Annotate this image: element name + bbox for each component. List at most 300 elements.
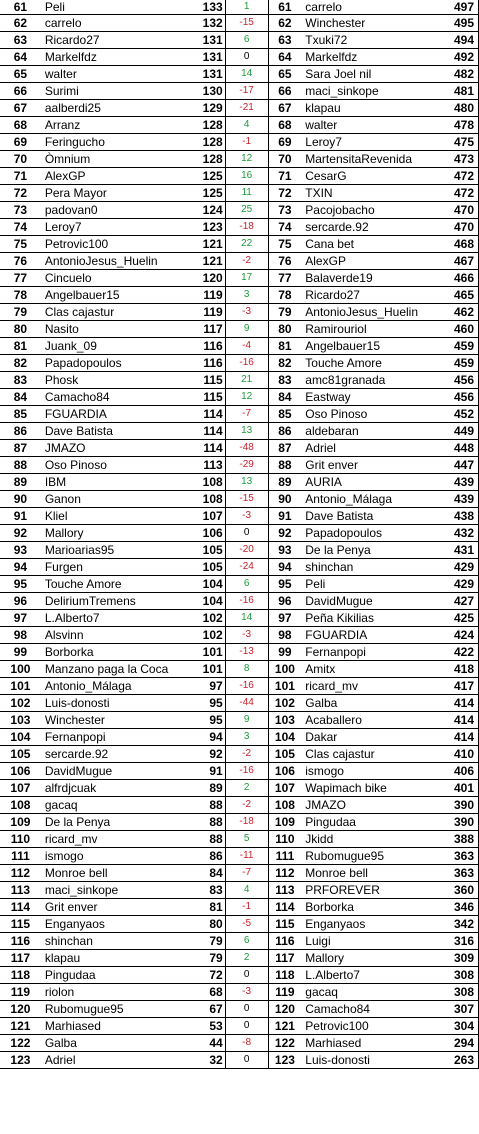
table-row [0,814,479,831]
round-diff: -13 [225,644,268,661]
round-rank: 70 [0,151,41,168]
round-diff: 0 [225,49,268,66]
overall-rank: 111 [268,848,301,865]
overall-rank: 78 [268,287,301,304]
round-rank: 63 [0,32,41,49]
overall-player: Enganyaos [301,916,448,933]
round-rank: 94 [0,559,41,576]
round-diff: 22 [225,236,268,253]
round-player: IBM [41,474,197,491]
round-points: 101 [197,661,225,678]
round-player: Galba [41,1035,197,1052]
round-rank: 107 [0,780,41,797]
round-rank: 82 [0,355,41,372]
round-points: 125 [197,185,225,202]
overall-rank: 93 [268,542,301,559]
round-diff: 2 [225,780,268,797]
overall-player: sercarde.92 [301,219,448,236]
round-diff: -4 [225,338,268,355]
round-rank: 92 [0,525,41,542]
overall-points: 466 [448,270,478,287]
round-diff: -29 [225,457,268,474]
round-points: 91 [197,763,225,780]
overall-points: 422 [448,644,478,661]
round-rank: 83 [0,372,41,389]
overall-rank: 77 [268,270,301,287]
round-diff: -18 [225,219,268,236]
overall-player: ismogo [301,763,448,780]
overall-rank: 92 [268,525,301,542]
table-row [0,576,479,593]
overall-player: amc81granada [301,372,448,389]
overall-player: Wapimach bike [301,780,448,797]
overall-points: 360 [448,882,478,899]
overall-player: Pacojobacho [301,202,448,219]
round-player: Adriel [41,1052,197,1069]
round-diff: 2 [225,950,268,967]
overall-rank: 114 [268,899,301,916]
round-rank: 85 [0,406,41,423]
overall-points: 467 [448,253,478,270]
overall-rank: 84 [268,389,301,406]
round-diff: -48 [225,440,268,457]
table-row [0,49,479,66]
round-player: Surimi [41,83,197,100]
round-rank: 115 [0,916,41,933]
overall-points: 447 [448,457,478,474]
round-player: Fernanpopi [41,729,197,746]
overall-points: 492 [448,49,478,66]
overall-rank: 71 [268,168,301,185]
overall-rank: 73 [268,202,301,219]
round-player: Kliel [41,508,197,525]
overall-player: Borborka [301,899,448,916]
round-diff: 21 [225,372,268,389]
round-rank: 117 [0,950,41,967]
table-row [0,219,479,236]
overall-points: 427 [448,593,478,610]
round-rank: 78 [0,287,41,304]
round-player: Pera Mayor [41,185,197,202]
table-row [0,270,479,287]
round-rank: 106 [0,763,41,780]
round-points: 79 [197,933,225,950]
round-diff: 12 [225,151,268,168]
overall-player: Txuki72 [301,32,448,49]
round-player: Angelbauer15 [41,287,197,304]
overall-points: 414 [448,695,478,712]
overall-points: 459 [448,355,478,372]
round-points: 123 [197,219,225,236]
round-points: 133 [197,0,225,15]
table-row [0,746,479,763]
round-diff: -17 [225,83,268,100]
round-diff: 5 [225,831,268,848]
table-row [0,117,479,134]
round-rank: 71 [0,168,41,185]
overall-points: 309 [448,950,478,967]
overall-rank: 88 [268,457,301,474]
round-points: 106 [197,525,225,542]
round-player: Mallory [41,525,197,542]
overall-player: Mallory [301,950,448,967]
round-diff: -3 [225,627,268,644]
round-rank: 69 [0,134,41,151]
table-row [0,984,479,1001]
overall-points: 263 [448,1052,478,1069]
round-player: alfrdjcuak [41,780,197,797]
round-diff: 12 [225,389,268,406]
round-player: AntonioJesus_Huelin [41,253,197,270]
overall-player: PRFOREVER [301,882,448,899]
table-row [0,355,479,372]
overall-points: 478 [448,117,478,134]
round-player: Clas cajastur [41,304,197,321]
table-row [0,559,479,576]
table-row [0,406,479,423]
round-diff: 6 [225,933,268,950]
round-points: 94 [197,729,225,746]
round-player: gacaq [41,797,197,814]
overall-player: Luis-donosti [301,1052,448,1069]
round-player: Òmnium [41,151,197,168]
round-player: Ricardo27 [41,32,197,49]
overall-player: AntonioJesus_Huelin [301,304,448,321]
round-player: JMAZO [41,440,197,457]
table-row [0,950,479,967]
table-row [0,593,479,610]
overall-rank: 117 [268,950,301,967]
round-diff: 17 [225,270,268,287]
round-player: Grit enver [41,899,197,916]
overall-player: aldebaran [301,423,448,440]
overall-rank: 83 [268,372,301,389]
round-points: 88 [197,831,225,848]
overall-player: CesarG [301,168,448,185]
table-row [0,253,479,270]
overall-player: Marhiased [301,1035,448,1052]
table-row [0,542,479,559]
overall-rank: 61 [268,0,301,15]
overall-rank: 112 [268,865,301,882]
round-points: 88 [197,797,225,814]
round-points: 86 [197,848,225,865]
overall-rank: 80 [268,321,301,338]
overall-rank: 89 [268,474,301,491]
round-player: Borborka [41,644,197,661]
round-player: Peli [41,0,197,15]
overall-points: 294 [448,1035,478,1052]
overall-player: Monroe bell [301,865,448,882]
overall-rank: 98 [268,627,301,644]
round-diff: -2 [225,797,268,814]
round-diff: 8 [225,661,268,678]
overall-player: Winchester [301,15,448,32]
overall-rank: 65 [268,66,301,83]
round-player: DavidMugue [41,763,197,780]
table-row [0,508,479,525]
overall-points: 401 [448,780,478,797]
round-rank: 119 [0,984,41,1001]
overall-player: Galba [301,695,448,712]
overall-player: Balaverde19 [301,270,448,287]
round-rank: 73 [0,202,41,219]
round-diff: -3 [225,984,268,1001]
round-points: 131 [197,49,225,66]
round-player: Markelfdz [41,49,197,66]
overall-player: JMAZO [301,797,448,814]
table-row [0,967,479,984]
round-points: 128 [197,134,225,151]
overall-points: 363 [448,848,478,865]
overall-points: 417 [448,678,478,695]
round-rank: 87 [0,440,41,457]
overall-points: 497 [448,0,478,15]
round-player: Arranz [41,117,197,134]
table-row [0,389,479,406]
round-rank: 123 [0,1052,41,1069]
table-row [0,831,479,848]
round-player: Ganon [41,491,197,508]
table-row [0,899,479,916]
table-row [0,491,479,508]
round-rank: 91 [0,508,41,525]
round-rank: 109 [0,814,41,831]
round-points: 116 [197,355,225,372]
round-player: Petrovic100 [41,236,197,253]
overall-points: 307 [448,1001,478,1018]
round-points: 132 [197,15,225,32]
overall-player: Sara Joel nil [301,66,448,83]
table-row [0,1018,479,1035]
overall-points: 431 [448,542,478,559]
overall-player: Camacho84 [301,1001,448,1018]
round-diff: 0 [225,1001,268,1018]
table-row [0,729,479,746]
round-player: Alsvinn [41,627,197,644]
table-row [0,627,479,644]
table-row [0,151,479,168]
table-row [0,916,479,933]
overall-points: 429 [448,576,478,593]
round-rank: 80 [0,321,41,338]
table-row [0,66,479,83]
round-rank: 116 [0,933,41,950]
round-rank: 98 [0,627,41,644]
round-rank: 97 [0,610,41,627]
table-row [0,15,479,32]
overall-points: 390 [448,814,478,831]
table-row [0,287,479,304]
round-player: maci_sinkope [41,882,197,899]
round-rank: 84 [0,389,41,406]
overall-rank: 118 [268,967,301,984]
overall-rank: 121 [268,1018,301,1035]
overall-rank: 104 [268,729,301,746]
overall-rank: 90 [268,491,301,508]
round-points: 44 [197,1035,225,1052]
round-points: 102 [197,627,225,644]
round-diff: -8 [225,1035,268,1052]
table-row [0,678,479,695]
table-row [0,780,479,797]
table-row [0,134,479,151]
overall-player: Adriel [301,440,448,457]
round-points: 92 [197,746,225,763]
round-player: Marioarias95 [41,542,197,559]
overall-rank: 107 [268,780,301,797]
table-row [0,474,479,491]
overall-player: TXIN [301,185,448,202]
overall-player: klapau [301,100,448,117]
table-row [0,610,479,627]
overall-rank: 66 [268,83,301,100]
round-points: 129 [197,100,225,117]
round-player: Antonio_Málaga [41,678,197,695]
table-row [0,440,479,457]
round-diff: 6 [225,32,268,49]
overall-player: Jkidd [301,831,448,848]
table-row [0,338,479,355]
round-player: Marhiased [41,1018,197,1035]
round-points: 81 [197,899,225,916]
overall-player: Ramirouriol [301,321,448,338]
overall-points: 304 [448,1018,478,1035]
overall-points: 482 [448,66,478,83]
table-row [0,525,479,542]
table-row [0,661,479,678]
table-row [0,1001,479,1018]
round-points: 80 [197,916,225,933]
overall-player: L.Alberto7 [301,967,448,984]
overall-player: Antonio_Málaga [301,491,448,508]
round-diff: -11 [225,848,268,865]
overall-points: 448 [448,440,478,457]
overall-rank: 122 [268,1035,301,1052]
overall-rank: 64 [268,49,301,66]
overall-points: 410 [448,746,478,763]
round-diff: -16 [225,593,268,610]
round-rank: 76 [0,253,41,270]
round-diff: 1 [225,0,268,15]
overall-points: 346 [448,899,478,916]
round-rank: 120 [0,1001,41,1018]
overall-player: Angelbauer15 [301,338,448,355]
overall-points: 429 [448,559,478,576]
round-rank: 61 [0,0,41,15]
round-diff: 0 [225,1018,268,1035]
round-rank: 102 [0,695,41,712]
round-rank: 114 [0,899,41,916]
table-row [0,0,479,15]
round-rank: 99 [0,644,41,661]
round-player: Enganyaos [41,916,197,933]
overall-rank: 110 [268,831,301,848]
overall-player: Leroy7 [301,134,448,151]
table-row [0,865,479,882]
round-player: De la Penya [41,814,197,831]
round-rank: 104 [0,729,41,746]
round-diff: 13 [225,474,268,491]
table-row [0,202,479,219]
round-points: 104 [197,576,225,593]
overall-player: maci_sinkope [301,83,448,100]
overall-points: 439 [448,474,478,491]
table-row [0,236,479,253]
round-rank: 103 [0,712,41,729]
round-points: 114 [197,406,225,423]
overall-points: 480 [448,100,478,117]
round-rank: 118 [0,967,41,984]
overall-points: 432 [448,525,478,542]
round-player: L.Alberto7 [41,610,197,627]
table-row [0,848,479,865]
round-diff: 9 [225,321,268,338]
overall-rank: 86 [268,423,301,440]
round-points: 124 [197,202,225,219]
round-rank: 64 [0,49,41,66]
round-rank: 96 [0,593,41,610]
round-player: sercarde.92 [41,746,197,763]
round-player: AlexGP [41,168,197,185]
round-points: 116 [197,338,225,355]
overall-points: 414 [448,729,478,746]
overall-points: 460 [448,321,478,338]
overall-player: Eastway [301,389,448,406]
round-points: 119 [197,287,225,304]
round-points: 117 [197,321,225,338]
round-rank: 81 [0,338,41,355]
round-player: Manzano paga la Coca [41,661,197,678]
overall-player: Petrovic100 [301,1018,448,1035]
round-diff: 13 [225,423,268,440]
overall-rank: 75 [268,236,301,253]
round-rank: 100 [0,661,41,678]
round-points: 53 [197,1018,225,1035]
round-points: 79 [197,950,225,967]
table-row [0,168,479,185]
round-points: 121 [197,253,225,270]
overall-points: 449 [448,423,478,440]
overall-rank: 91 [268,508,301,525]
round-diff: -16 [225,678,268,695]
round-rank: 67 [0,100,41,117]
overall-rank: 115 [268,916,301,933]
round-points: 89 [197,780,225,797]
overall-rank: 67 [268,100,301,117]
overall-player: Ricardo27 [301,287,448,304]
round-points: 114 [197,440,225,457]
table-row [0,763,479,780]
round-player: Pingudaa [41,967,197,984]
overall-points: 424 [448,627,478,644]
round-diff: 6 [225,576,268,593]
overall-points: 418 [448,661,478,678]
round-player: Dave Batista [41,423,197,440]
overall-player: DavidMugue [301,593,448,610]
overall-points: 462 [448,304,478,321]
round-player: Nasito [41,321,197,338]
overall-rank: 99 [268,644,301,661]
overall-player: Dakar [301,729,448,746]
round-player: Furgen [41,559,197,576]
round-player: Rubomugue95 [41,1001,197,1018]
round-player: FGUARDIA [41,406,197,423]
overall-rank: 105 [268,746,301,763]
round-points: 113 [197,457,225,474]
round-player: Juank_09 [41,338,197,355]
round-diff: -2 [225,253,268,270]
